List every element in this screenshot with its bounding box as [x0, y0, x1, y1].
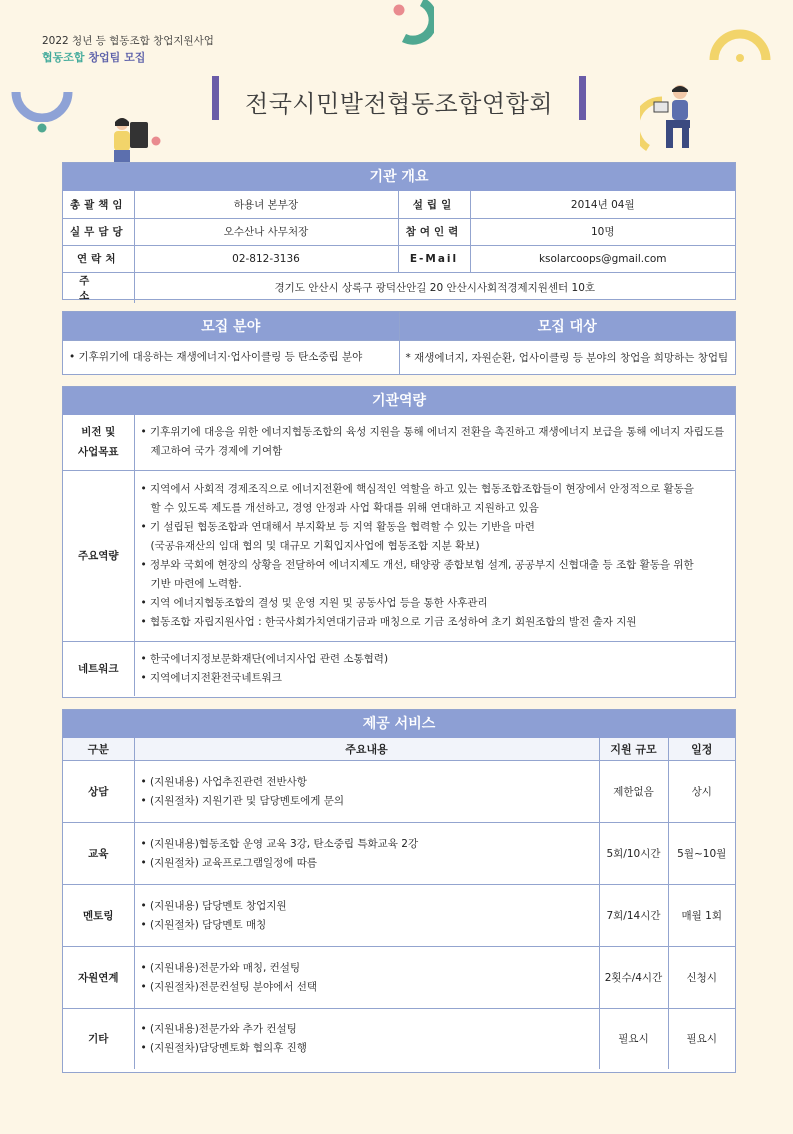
vision-label-line1: 비전 및	[81, 426, 116, 439]
organization-title: 전국시민발전협동조합연합회	[245, 90, 553, 118]
overview-row	[63, 218, 735, 245]
vision-content	[134, 415, 735, 470]
overview-section	[62, 162, 736, 300]
services-section	[62, 709, 736, 1073]
recruit-field: • 기후위기에 대응하는 재생에너지·업사이클링 등 탄소중립 분야	[69, 348, 393, 367]
main-capacity-continued: 할 수 있도록 제도를 개선하고, 경영 안정과 사업 확대를 위해 연대하고 지원하고 있음	[150, 501, 539, 514]
recruit-target: * 재생에너지, 자원순환, 업사이클링 등 분야의 창업을 희망하는 창업팀	[399, 340, 735, 374]
vision-label	[63, 415, 134, 470]
main-capacity-row	[63, 470, 735, 641]
network-content	[134, 641, 735, 696]
service-scale: 5회/10시간	[599, 823, 668, 885]
service-schedule: 신청시	[668, 947, 735, 1009]
value-phone: 02-812-3136	[134, 245, 398, 272]
service-item: • (지원절차)전문컨설팅 분야에서 선택	[141, 978, 593, 997]
main-capacity-item: • 협동조합 자립지원사업 : 한국사회가치연대기금과 매칭으로 기금 조성하여 초기 회원조합의 발전 출자 지원	[141, 613, 730, 632]
decorative-arc-blue	[10, 88, 74, 122]
service-scale: 7회/14시간	[599, 885, 668, 947]
service-schedule: 5월~10월	[668, 823, 735, 885]
service-schedule: 필요시	[668, 1009, 735, 1069]
network-item: • 지역에너지전환전국네트워크	[141, 669, 730, 688]
service-items	[134, 947, 599, 1009]
service-scale: 2횟수/4시간	[599, 947, 668, 1009]
service-item: • (지원절차) 담당멘토 매칭	[141, 916, 593, 935]
service-schedule: 상시	[668, 761, 735, 823]
service-items	[134, 761, 599, 823]
overview-table	[63, 191, 735, 303]
service-type: 멘토링	[63, 885, 134, 947]
recruit-heading-row	[63, 312, 735, 340]
main-capacity-continued: 기반 마련에 노력함.	[150, 577, 242, 590]
overview-heading: 기관 개요	[63, 163, 735, 191]
overview-row	[63, 272, 735, 303]
title-bar-right	[579, 76, 586, 120]
services-table	[63, 738, 735, 1069]
service-row	[63, 823, 735, 885]
service-schedule: 매월 1회	[668, 885, 735, 947]
label-staff: 참여인력	[398, 218, 470, 245]
services-header-row	[63, 738, 735, 761]
service-scale: 필요시	[599, 1009, 668, 1069]
program-name: 2022 청년 등 협동조합 창업지원사업	[42, 35, 214, 47]
service-scale: 제한없음	[599, 761, 668, 823]
vision-continued: 제고하여 국가 경제에 기여함	[150, 445, 283, 458]
subtitle-purple: 창업팀 모집	[88, 51, 146, 64]
service-item: • (지원내용)전문가와 매칭, 컨설팅	[141, 959, 593, 978]
service-items	[134, 823, 599, 885]
vision-item: • 기후위기에 대응을 위한 에너지협동조합의 육성 지원을 통해 에너지 전환을 촉진하고 재생에너지 보급을 통해 에너지 자립도를	[141, 423, 730, 442]
service-item: • (지원절차)담당멘토화 협의후 진행	[141, 1039, 593, 1058]
service-type: 자원연계	[63, 947, 134, 1009]
service-type: 상담	[63, 761, 134, 823]
man-with-laptop-illustration	[640, 82, 712, 156]
label-address: 주소	[63, 272, 134, 303]
capacity-table	[63, 415, 735, 696]
recruit-field-cell	[63, 340, 399, 374]
service-row	[63, 885, 735, 947]
main-capacity-item: • 정부와 국회에 현장의 상황을 전달하여 에너지제도 개선, 태양광 종합보험 설계, 공공부지 신협대출 등 조합 활동을 위한	[141, 556, 730, 575]
label-contact: 연락처	[63, 245, 134, 272]
value-email: ksolarcoops@gmail.com	[470, 245, 735, 272]
overview-row	[63, 191, 735, 218]
label-founded: 설립일	[398, 191, 470, 218]
recruit-table	[63, 312, 735, 374]
service-items	[134, 1009, 599, 1069]
decorative-circle-green	[37, 123, 47, 133]
service-item: • (지원절차) 교육프로그램일정에 따름	[141, 854, 593, 873]
main-capacity-item: • 기 설립된 협동조합과 연대해서 부지확보 등 지역 활동을 협력할 수 있는 기반을 마련	[141, 518, 730, 537]
label-chief: 총괄책임	[63, 191, 134, 218]
service-item: • (지원내용) 사업추진관련 전반사항	[141, 773, 593, 792]
capacity-heading: 기관역량	[63, 387, 735, 415]
column-content: 주요내용	[134, 738, 599, 761]
overview-row	[63, 245, 735, 272]
recruit-field-heading: 모집 분야	[63, 312, 399, 340]
main-capacity-continued: (국공유재산의 임대 협의 및 대규모 기획입지사업에 협동조합 지분 확보)	[150, 539, 480, 552]
value-founded: 2014년 04월	[470, 191, 735, 218]
vision-label-line2: 사업목표	[77, 446, 119, 459]
label-manager: 실무담당	[63, 218, 134, 245]
recruit-section	[62, 311, 736, 375]
network-item: • 한국에너지정보문화재단(에너지사업 관련 소통협력)	[141, 650, 730, 669]
services-heading: 제공 서비스	[63, 710, 735, 738]
recruit-content-row	[63, 340, 735, 374]
subtitle-green: 협동조합	[42, 51, 85, 64]
value-address: 경기도 안산시 상록구 광덕산안길 20 안산시사회적경제지원센터 10호	[134, 272, 735, 303]
service-row	[63, 761, 735, 823]
recruit-target-heading: 모집 대상	[399, 312, 735, 340]
program-subtitle	[42, 49, 145, 65]
main-capacity-item: • 지역 에너지협동조합의 결성 및 운영 지원 및 공동사업 등을 통한 사후관리	[141, 594, 730, 613]
column-schedule: 일정	[668, 738, 735, 761]
label-email: E-Mail	[398, 245, 470, 272]
network-row	[63, 641, 735, 696]
service-item: • (지원내용)전문가와 추가 컨설팅	[141, 1020, 593, 1039]
main-capacity-item: • 지역에서 사회적 경제조직으로 에너지전환에 핵심적인 역할을 하고 있는 협동조합조합들이 현장에서 안정적으로 활동을	[141, 480, 730, 499]
vision-row	[63, 415, 735, 470]
capacity-section	[62, 386, 736, 698]
decorative-arc-green	[392, 0, 434, 48]
organization-title-block	[212, 76, 586, 120]
service-type: 교육	[63, 823, 134, 885]
value-chief: 하용녀 본부장	[134, 191, 398, 218]
value-manager: 오수산나 사무처장	[134, 218, 398, 245]
column-type: 구분	[63, 738, 134, 761]
woman-with-board-illustration	[102, 114, 154, 166]
network-label: 네트워크	[63, 641, 134, 696]
service-row	[63, 1009, 735, 1069]
column-scale: 지원 규모	[599, 738, 668, 761]
main-capacity-label: 주요역량	[63, 470, 134, 641]
service-item: • (지원절차) 지원기관 및 담당멘토에게 문의	[141, 792, 593, 811]
service-items	[134, 885, 599, 947]
service-item: • (지원내용)협동조합 운영 교육 3강, 탄소중립 특화교육 2강	[141, 835, 593, 854]
service-row	[63, 947, 735, 1009]
service-type: 기타	[63, 1009, 134, 1069]
decorative-arc-yellow	[708, 28, 772, 62]
service-item: • (지원내용) 담당멘토 창업지원	[141, 897, 593, 916]
main-capacity-content	[134, 470, 735, 641]
value-staff: 10명	[470, 218, 735, 245]
